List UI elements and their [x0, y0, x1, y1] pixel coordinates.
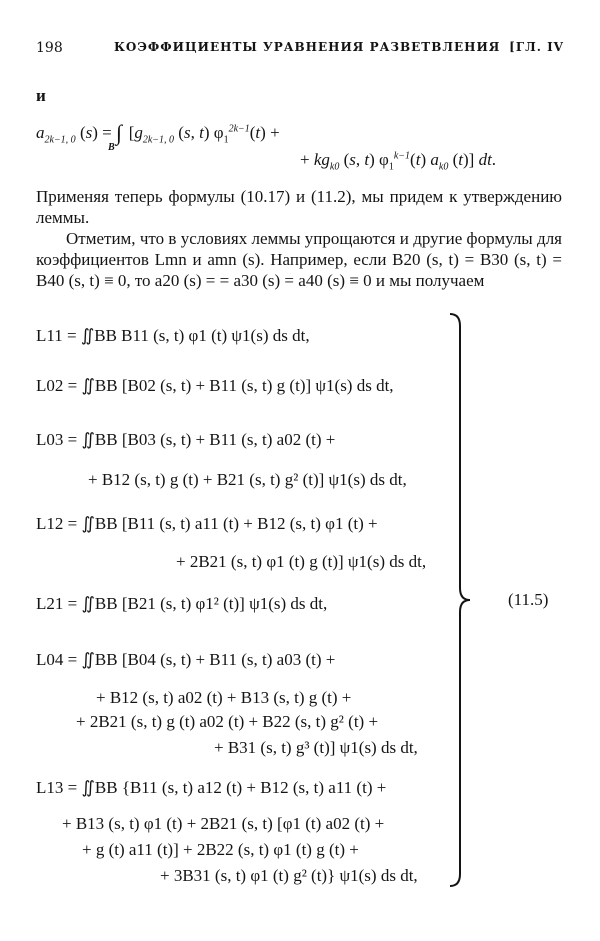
system-line-5: L12 = ∬BB [B11 (s, t) a11 (t) + B12 (s, t) φ1 (t) + [36, 514, 378, 533]
system-line-15: + 3B31 (s, t) φ1 (t) g² (t)} ψ1(s) ds dt, [160, 866, 418, 885]
system-line-7: L21 = ∬BB [B21 (s, t) φ1² (t)] ψ1(s) ds dt, [36, 594, 328, 613]
paragraph-remark: Отметим, что в условиях леммы упрощаются и другие формулы для коэффициентов Lmn и amn (s). Например, если B20 (s, t) = B30 (s, t) = B40 (s, t) ≡ 0, то a20 (s) = = a30 (s) = a40 (s) ≡ 0 и мы получаем [36, 229, 562, 290]
system-line-8: L04 = ∬BB [B04 (s, t) + B11 (s, t) a03 (t) + [36, 650, 336, 669]
intro-word: и [36, 86, 46, 105]
system-line-4: + B12 (s, t) g (t) + B21 (s, t) g² (t)] ψ1(s) ds dt, [88, 470, 407, 489]
equation-a-line2: + $kg_{k0}$ (s, t) $\varphi_1^{k-1}(t)$ $a_{k0}$ (t)] dt. [300, 150, 497, 173]
system-line-14: + g (t) a11 (t)] + 2B22 (s, t) φ1 (t) g (t) + [82, 840, 359, 859]
system-line-9: + B12 (s, t) a02 (t) + B13 (s, t) g (t) + [96, 688, 352, 707]
running-header [36, 40, 564, 64]
paragraph-lemma: Применяя теперь формулы (10.17) и (11.2), мы придем к утверждению леммы. [36, 187, 562, 227]
equation-a-line1: $a_{2k-1, 0}$ $(s) = \int_B[g_{2k-1, 0}$ (s, t) $\varphi_1^{2k-1}(t)$ + [36, 120, 280, 153]
system-line-11: + B31 (s, t) g³ (t)] ψ1(s) ds dt, [214, 738, 418, 757]
system-line-6: + 2B21 (s, t) φ1 (t) g (t)] ψ1(s) ds dt, [176, 552, 427, 571]
running-title: КОЭФФИЦИЕНТЫ УРАВНЕНИЯ РАЗВЕТВЛЕНИЯ [114, 40, 501, 54]
chapter-label: [ГЛ. IV [509, 40, 564, 54]
system-line-12: L13 = ∬BB {B11 (s, t) a12 (t) + B12 (s, t) a11 (t) + [36, 778, 387, 797]
system-line-13: + B13 (s, t) φ1 (t) + 2B21 (s, t) [φ1 (t) a02 (t) + [62, 814, 385, 833]
equation-number: (11.5) [508, 590, 549, 609]
right-brace [448, 312, 476, 888]
system-line-2: L02 = ∬BB [B02 (s, t) + B11 (s, t) g (t)] ψ1(s) ds dt, [36, 376, 394, 395]
system-line-1: L11 = ∬BB B11 (s, t) φ1 (t) ψ1(s) ds dt, [36, 326, 310, 345]
system-line-3: L03 = ∬BB [B03 (s, t) + B11 (s, t) a02 (t) + [36, 430, 336, 449]
page-number: 198 [36, 40, 63, 56]
system-line-10: + 2B21 (s, t) g (t) a02 (t) + B22 (s, t) g² (t) + [76, 712, 379, 731]
